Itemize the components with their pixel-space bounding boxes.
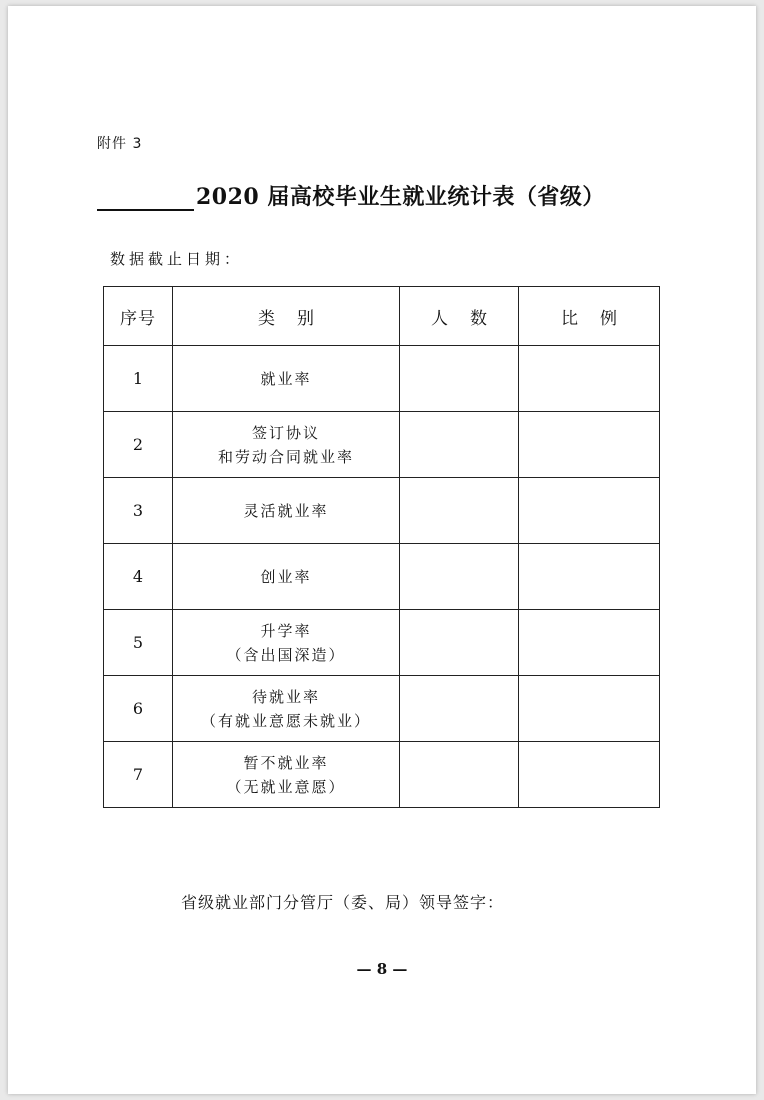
annex-label: 附件 3 [97,136,143,152]
row-category-cell [173,676,400,742]
category-line-2: 和劳动合同就业率 [217,447,354,466]
row-count-cell[interactable] [400,346,519,412]
row-ratio-cell[interactable] [519,478,660,544]
row-number-cell: 1 [104,346,173,412]
page-title: 2020 届高校毕业生就业统计表（省级） [196,184,605,210]
category-line-1: 就业率 [260,369,312,388]
category-line-1: 暂不就业率 [243,753,329,772]
table-row [104,544,660,610]
row-count-cell[interactable] [400,610,519,676]
category-line-2: （有就业意愿未就业） [200,711,371,730]
row-ratio-cell[interactable] [519,346,660,412]
page-number: — 8 — [356,960,408,978]
table-row [104,478,660,544]
row-ratio-cell[interactable] [519,610,660,676]
header-ratio: 比例 [519,287,660,346]
category-line-1: 灵活就业率 [243,501,329,520]
row-ratio-cell[interactable] [519,544,660,610]
category-line-1: 签订协议 [251,423,320,442]
row-category-cell [173,544,400,610]
row-category-cell [173,412,400,478]
row-count-cell[interactable] [400,544,519,610]
table-body [104,346,660,808]
row-number-cell: 3 [104,478,173,544]
category-line-2: （无就业意愿） [226,777,346,796]
title-row [97,180,605,211]
table-row [104,676,660,742]
row-count-cell[interactable] [400,676,519,742]
row-number-cell: 6 [104,676,173,742]
table-row [104,742,660,808]
category-line-1: 升学率 [260,621,312,640]
row-ratio-cell[interactable] [519,742,660,808]
row-category-cell [173,346,400,412]
category-line-1: 待就业率 [251,687,320,706]
table-row [104,412,660,478]
row-category-cell [173,742,400,808]
row-count-cell[interactable] [400,412,519,478]
header-count: 人数 [400,287,519,346]
row-category-cell [173,478,400,544]
cutoff-date-label: 数据截止日期： [110,250,244,268]
row-number-cell: 2 [104,412,173,478]
signature-label: 省级就业部门分管厅（委、局）领导签字： [181,893,505,912]
header-category: 类别 [173,287,400,346]
table-header-row [104,287,660,346]
category-line-1: 创业率 [260,567,312,586]
row-category-cell [173,610,400,676]
row-ratio-cell[interactable] [519,412,660,478]
header-number: 序号 [104,287,173,346]
row-ratio-cell[interactable] [519,676,660,742]
row-number-cell: 7 [104,742,173,808]
category-line-2: （含出国深造） [226,645,346,664]
row-number-cell: 4 [104,544,173,610]
table-row [104,346,660,412]
row-count-cell[interactable] [400,478,519,544]
province-blank-line [97,183,194,211]
table-row [104,610,660,676]
row-count-cell[interactable] [400,742,519,808]
row-number-cell: 5 [104,610,173,676]
statistics-table [103,286,660,808]
